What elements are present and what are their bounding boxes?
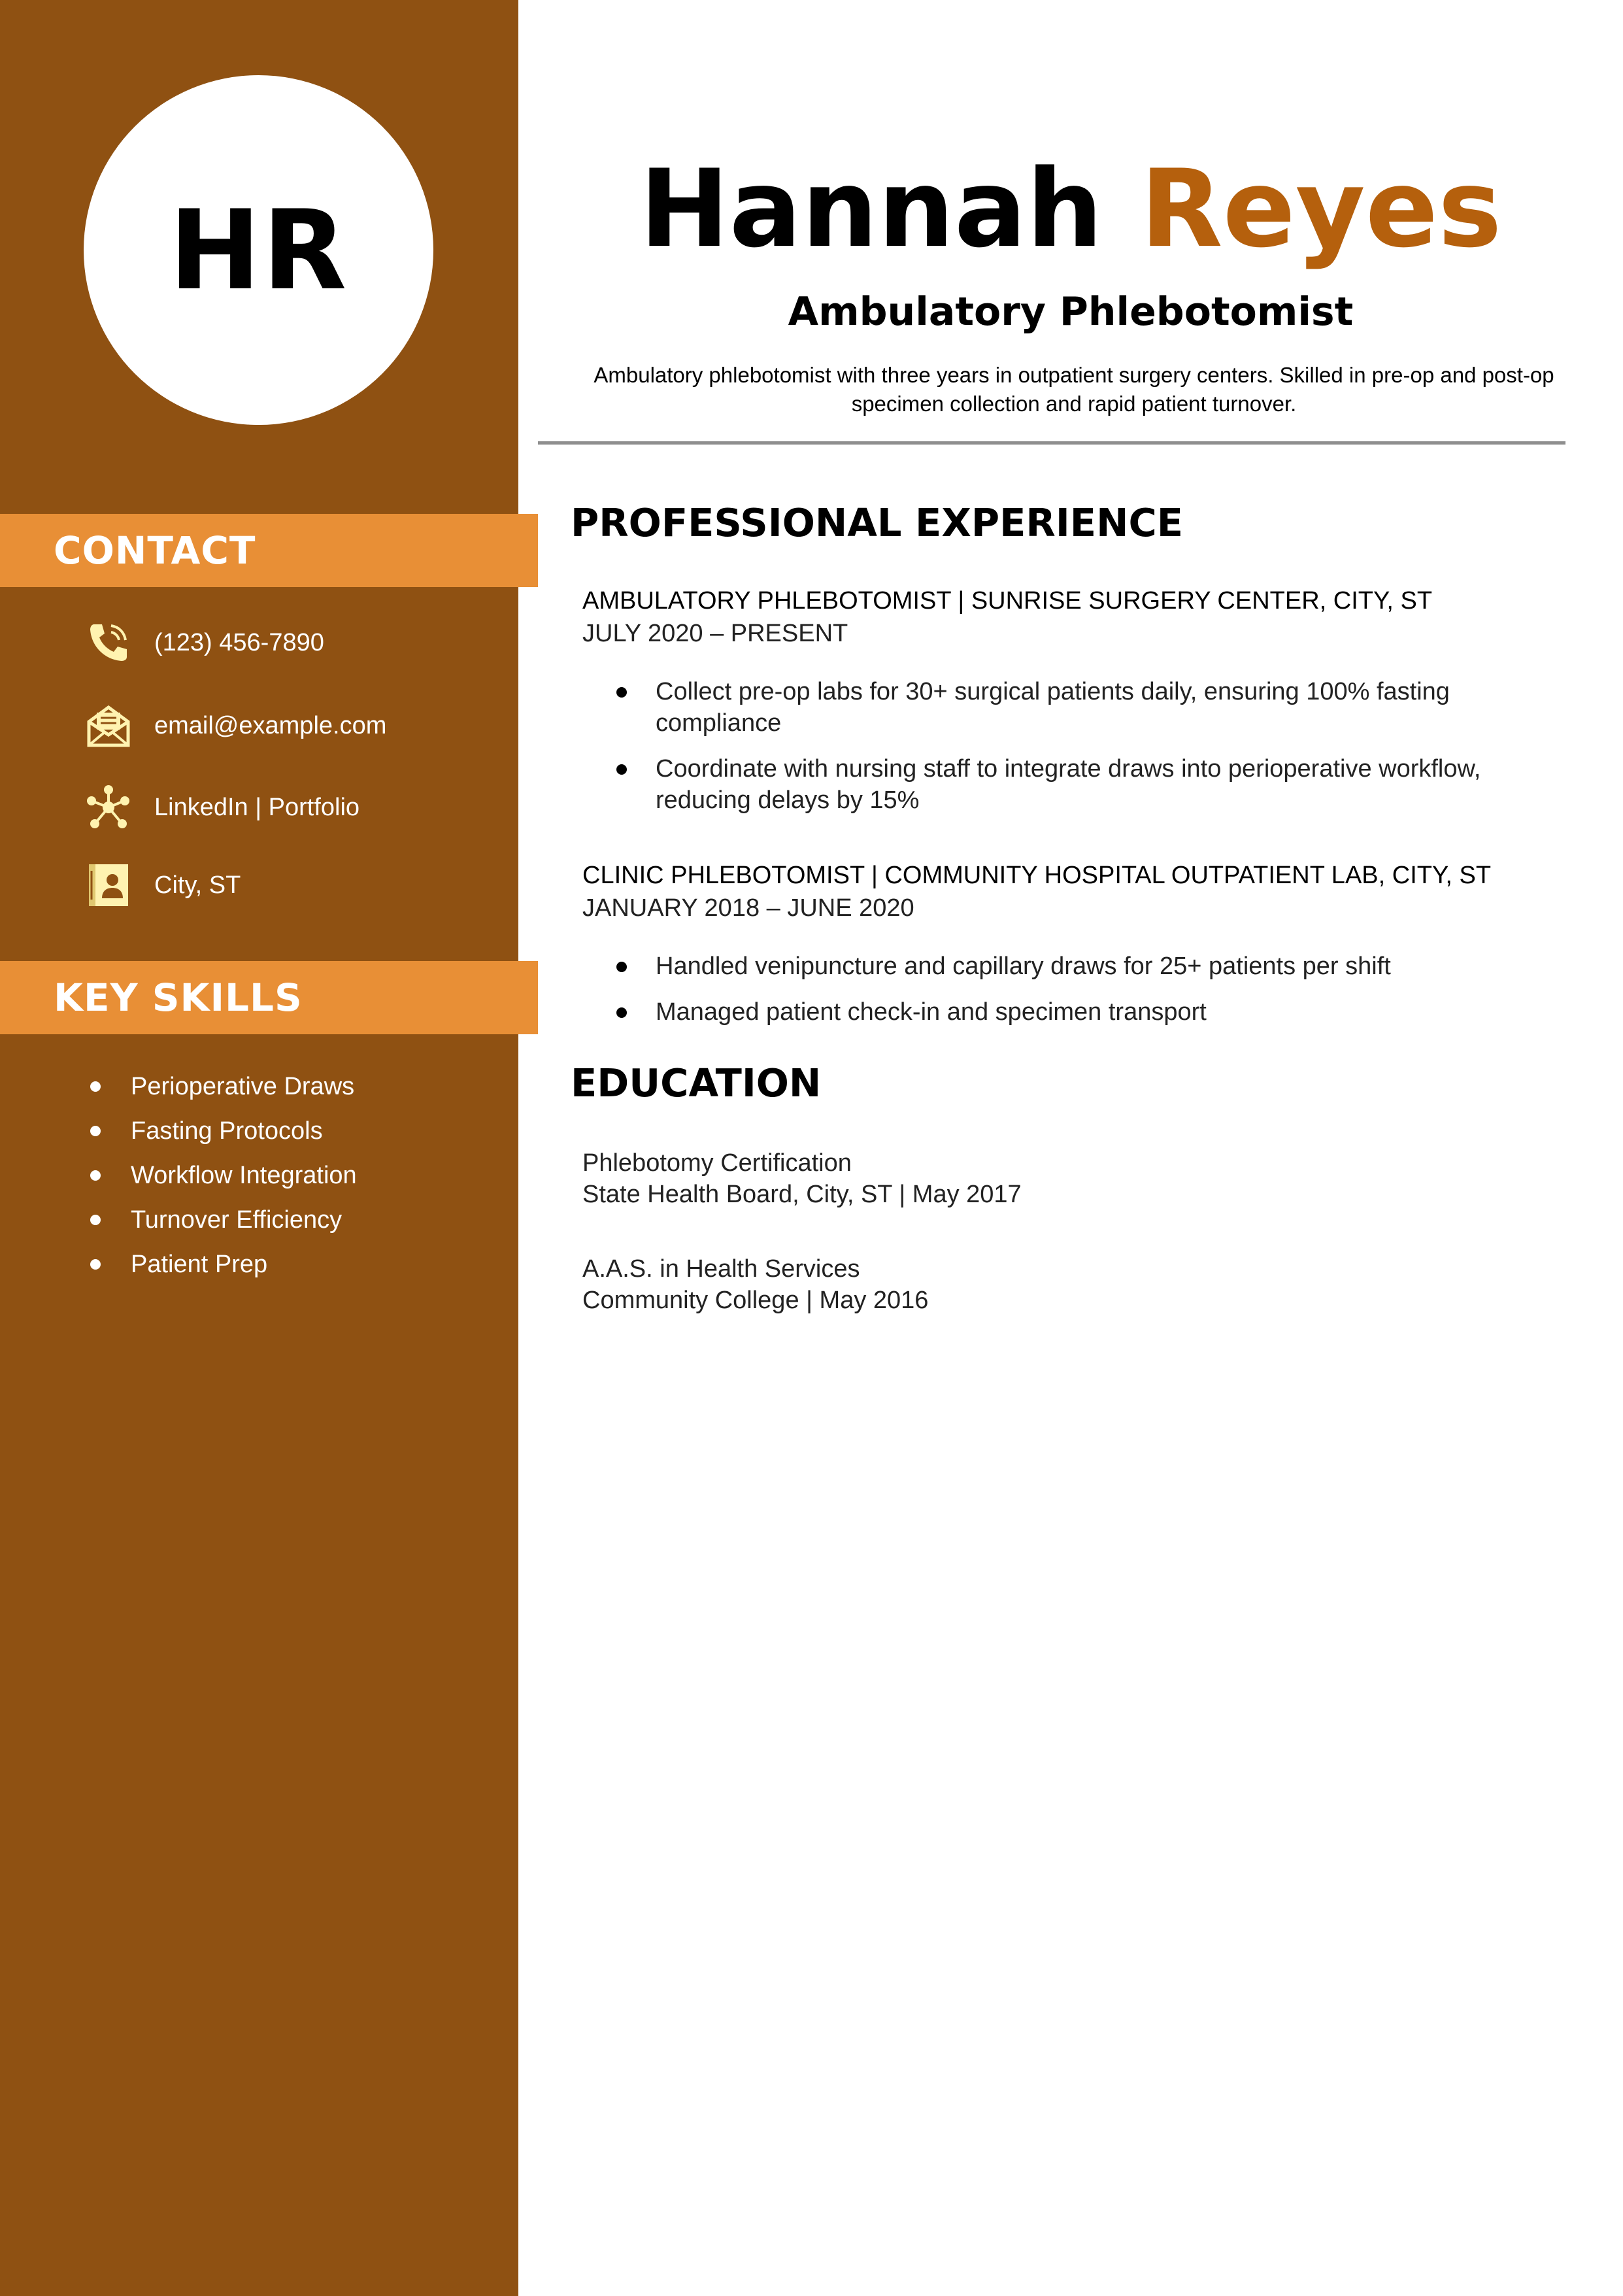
job-bullet: Coordinate with nursing staff to integrate draws into perioperative workflow, reducing delays by 15% xyxy=(582,753,1537,816)
network-icon xyxy=(85,784,132,831)
skill-item: Perioperative Draws xyxy=(90,1064,357,1109)
job-entry xyxy=(582,859,1563,1042)
contact-heading: CONTACT xyxy=(54,528,256,573)
contact-phone[interactable] xyxy=(85,619,324,666)
contact-card-icon xyxy=(85,862,132,909)
main-content xyxy=(518,0,1623,2296)
job-role: CLINIC PHLEBOTOMIST | COMMUNITY HOSPITAL OUTPATIENT LAB, CITY, ST xyxy=(582,862,1492,889)
education-detail: Community College | May 2016 xyxy=(582,1287,929,1314)
skill-item: Patient Prep xyxy=(90,1242,357,1287)
job-dates: JANUARY 2018 – JUNE 2020 xyxy=(582,894,914,922)
job-title: Ambulatory Phlebotomist xyxy=(788,289,1354,335)
education-degree: A.A.S. in Health Services xyxy=(582,1255,860,1283)
education-degree: Phlebotomy Certification xyxy=(582,1149,852,1177)
contact-links[interactable] xyxy=(85,784,360,831)
job-entry xyxy=(582,584,1563,830)
job-bullets xyxy=(582,951,1563,1028)
contact-heading-band xyxy=(0,514,538,587)
experience-heading: PROFESSIONAL EXPERIENCE xyxy=(571,500,1184,545)
job-bullets xyxy=(582,676,1563,816)
job-role: AMBULATORY PHLEBOTOMIST | SUNRISE SURGERY CENTER, CITY, ST xyxy=(582,587,1433,615)
education-detail: State Health Board, City, ST | May 2017 xyxy=(582,1181,1022,1208)
summary: Ambulatory phlebotomist with three years in outpatient surgery centers. Skilled in pre-op and post-op specimen collection and rapid patient turnover. xyxy=(594,363,1554,416)
education-heading: EDUCATION xyxy=(571,1060,822,1106)
job-bullet: Handled venipuncture and capillary draws for 25+ patients per shift xyxy=(582,951,1537,982)
skills-list xyxy=(90,1064,357,1287)
job-bullet: Managed patient check-in and specimen transport xyxy=(582,996,1537,1028)
email-icon xyxy=(85,702,132,749)
job-dates: JULY 2020 – PRESENT xyxy=(582,620,848,647)
links-text: LinkedIn | Portfolio xyxy=(154,793,360,821)
job-bullet: Collect pre-op labs for 30+ surgical patients daily, ensuring 100% fasting compliance xyxy=(582,676,1537,739)
monogram-avatar xyxy=(84,75,433,425)
skills-heading: KEY SKILLS xyxy=(54,975,303,1020)
contact-email[interactable] xyxy=(85,702,386,749)
location-text: City, ST xyxy=(154,871,241,899)
contact-location[interactable] xyxy=(85,862,241,909)
education-entry xyxy=(582,1253,1498,1316)
email-text: email@example.com xyxy=(154,711,387,739)
phone-text: (123) 456-7890 xyxy=(154,628,324,656)
full-name xyxy=(518,144,1623,275)
last-name: Reyes xyxy=(1140,146,1502,271)
first-name: Hannah xyxy=(639,146,1103,271)
skill-item: Fasting Protocols xyxy=(90,1109,357,1153)
header-divider xyxy=(538,441,1565,445)
skill-item: Workflow Integration xyxy=(90,1153,357,1198)
monogram-initials: HR xyxy=(169,186,348,314)
skills-heading-band xyxy=(0,961,538,1034)
skill-item: Turnover Efficiency xyxy=(90,1198,357,1242)
sidebar xyxy=(0,0,518,2296)
education-entry xyxy=(582,1147,1498,1210)
phone-icon xyxy=(85,619,132,666)
